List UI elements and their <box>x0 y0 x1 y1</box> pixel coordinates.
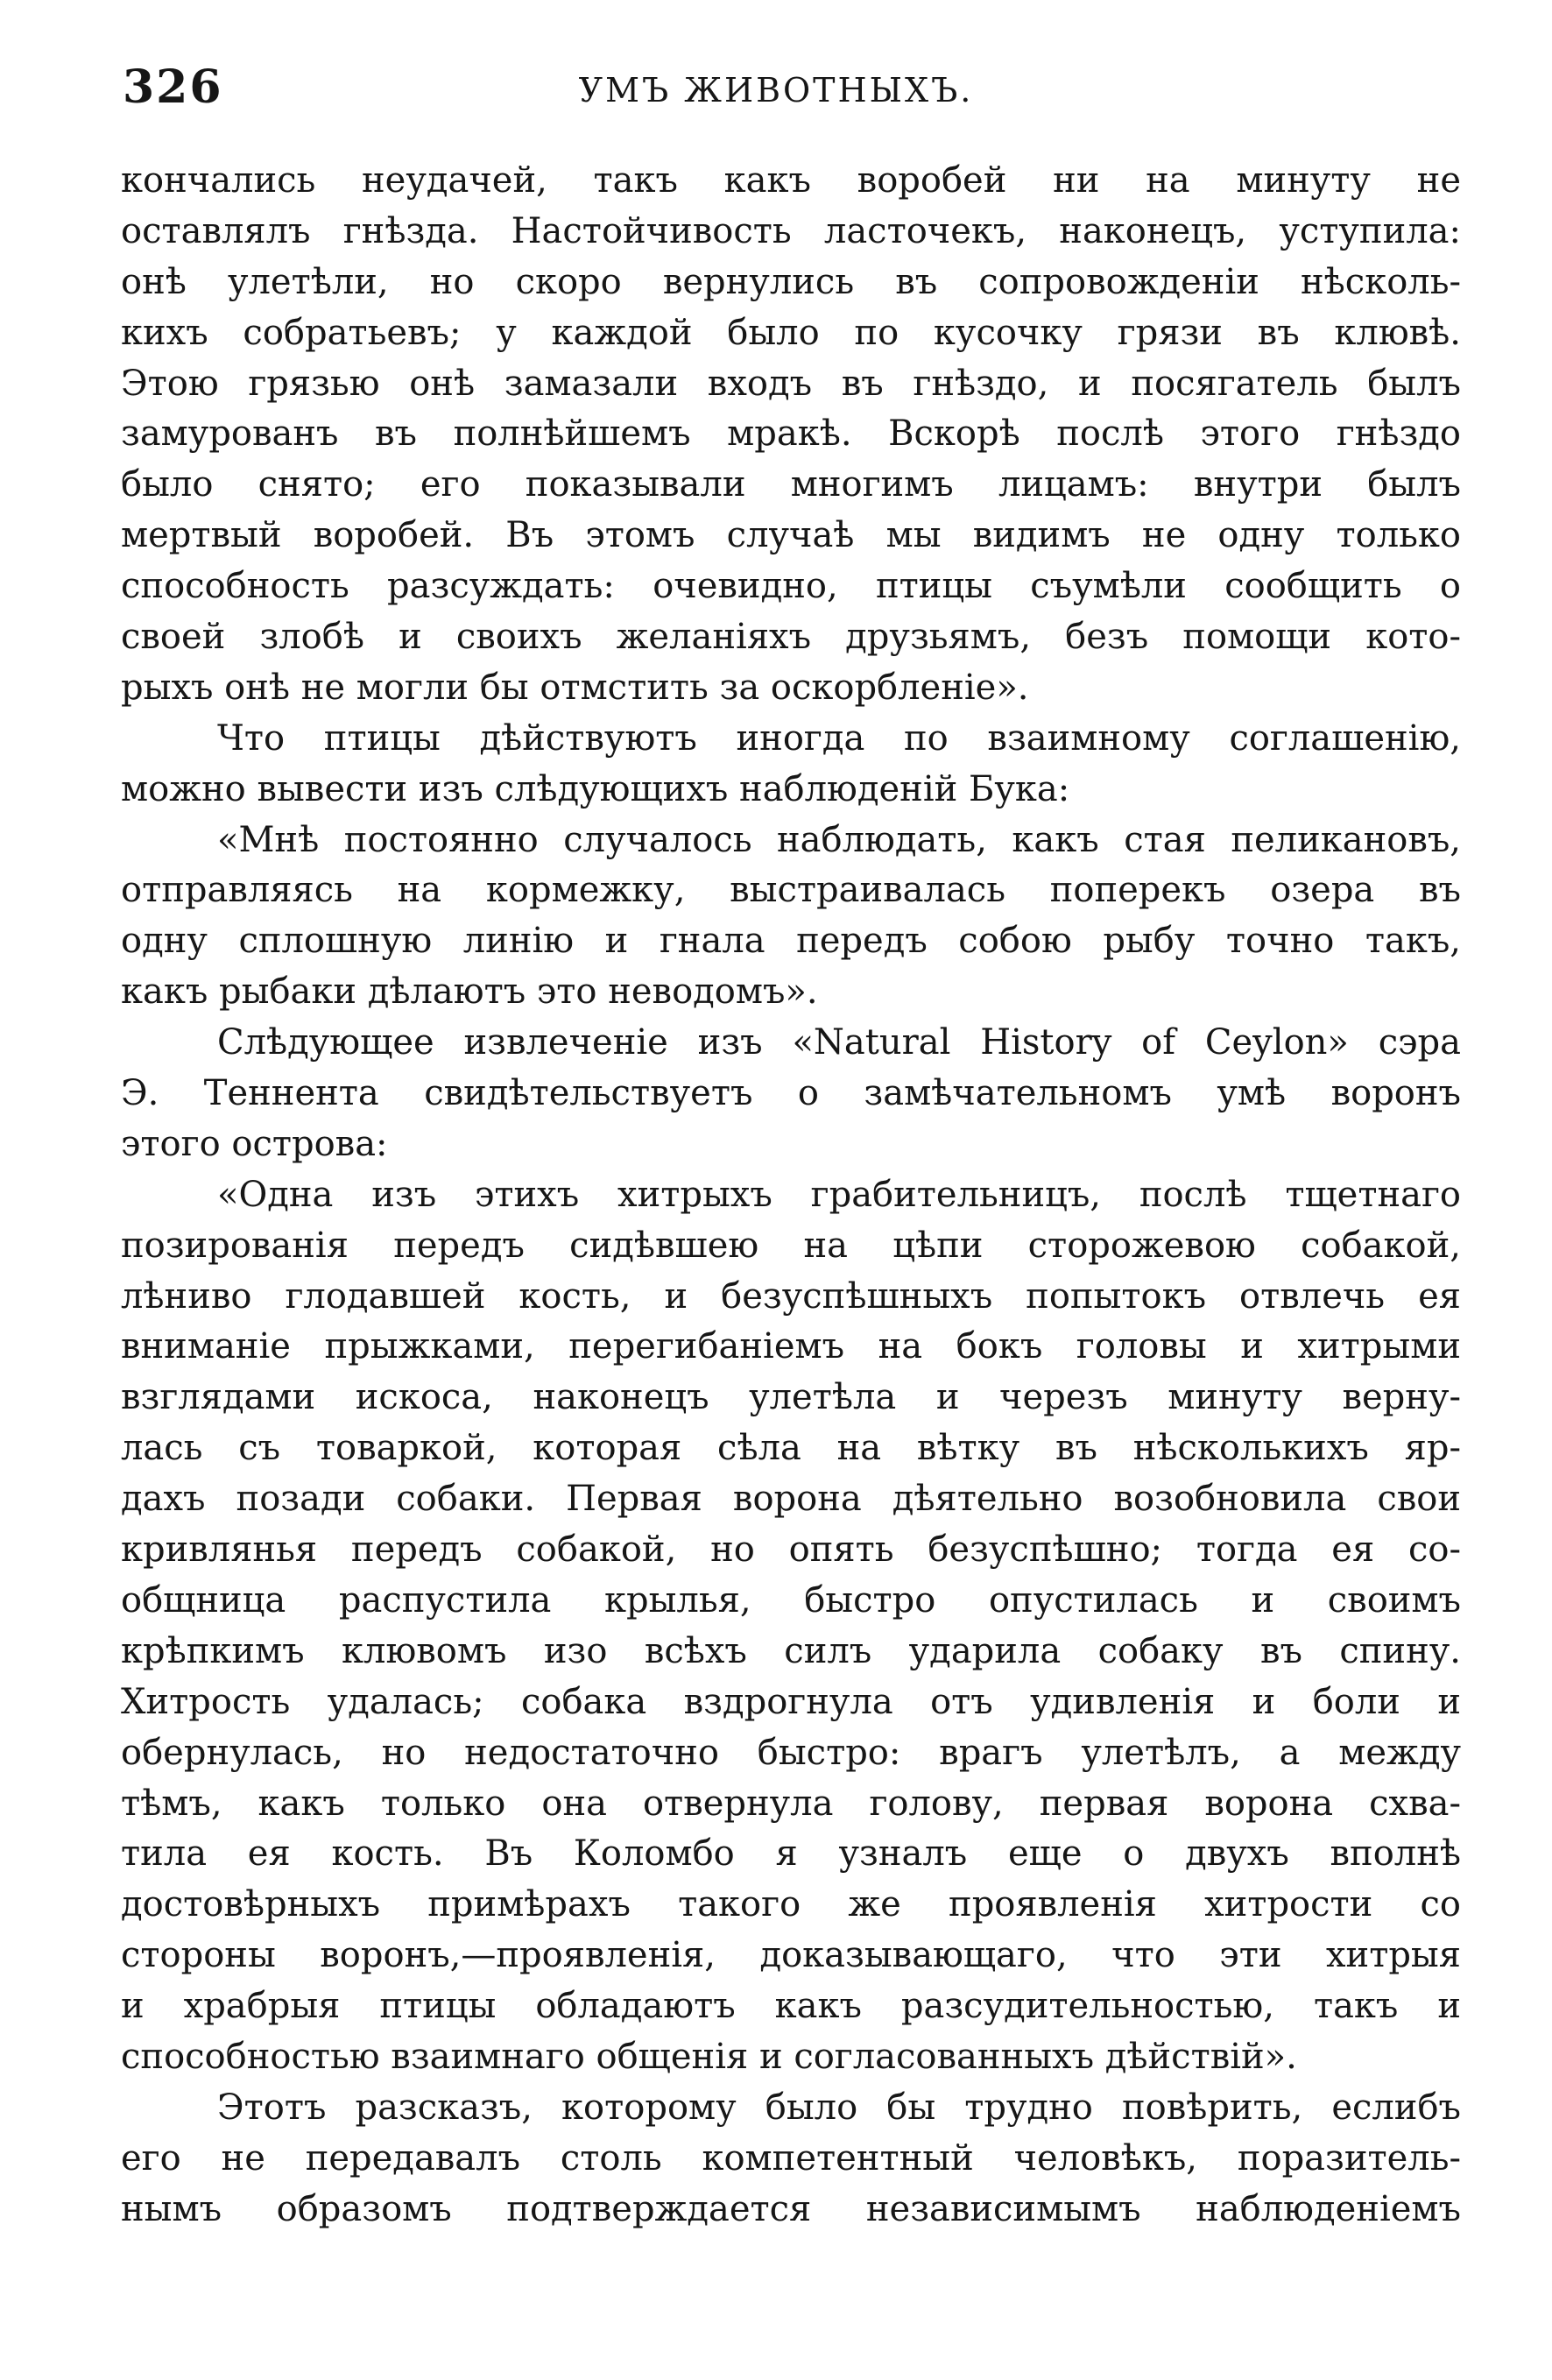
running-head: УМЪ ЖИВОТНЫХЪ. <box>578 71 974 109</box>
text-line: Этотъ разсказъ, которому было бы трудно повѣрить, еслибъ <box>217 2087 1461 2128</box>
text-line: стороны воронъ,—проявленія, доказывающаго, что эти хитрыя <box>121 1935 1461 1976</box>
text-line: кихъ собратьевъ; у каждой было по кусочку грязи въ клювѣ. <box>121 312 1461 353</box>
text-line: достовѣрныхъ примѣрахъ такого же проявленія хитрости со <box>121 1884 1461 1925</box>
text-line: кривлянья передъ собакой, но опять безуспѣшно; тогда ея со- <box>121 1529 1461 1571</box>
text-line: лась съ товаркой, которая сѣла на вѣтку въ нѣсколькихъ яр- <box>121 1428 1461 1469</box>
text-line: и храбрыя птицы обладаютъ какъ разсудительностью, такъ и <box>121 1986 1461 2027</box>
text-line: этого острова: <box>121 1123 388 1164</box>
text-line: способностью взаимнаго общенія и согласованныхъ дѣйствій». <box>121 2036 1297 2077</box>
text-line: одну сплошную линію и гнала передъ собою рыбу точно такъ, <box>121 921 1461 962</box>
text-line: общница распустила крылья, быстро опустилась и своимъ <box>121 1579 1461 1621</box>
text-line: было снято; его показывали многимъ лицамъ: внутри былъ <box>121 464 1461 505</box>
text-line: позированія передъ сидѣвшею на цѣпи сторожевою собакой, <box>121 1225 1461 1266</box>
text-line: лѣниво глодавшей кость, и безуспѣшныхъ попытокъ отвлечь ея <box>121 1275 1461 1317</box>
text-line: тила ея кость. Въ Коломбо я узналъ еще о двухъ вполнѣ <box>121 1833 1461 1875</box>
text-line: Слѣдующее извлеченіе изъ «Natural History of Ceylon» сэра <box>217 1022 1461 1063</box>
text-line: «Одна изъ этихъ хитрыхъ грабительницъ, послѣ тщетнаго <box>217 1174 1461 1215</box>
text-line: тѣмъ, какъ только она отвернула голову, первая ворона схва- <box>121 1783 1461 1824</box>
text-line: обернулась, но недостаточно быстро: врагъ улетѣлъ, а между <box>121 1732 1461 1773</box>
text-line: взглядами искоса, наконецъ улетѣла и черезъ минуту верну- <box>121 1377 1461 1418</box>
text-line: кончались неудачей, такъ какъ воробей ни на минуту не <box>121 160 1461 201</box>
page-number: 326 <box>123 60 223 114</box>
text-line: Что птицы дѣйствуютъ иногда по взаимному соглашенію, <box>217 717 1461 759</box>
text-line: вниманіе прыжками, перегибаніемъ на бокъ головы и хитрыми <box>121 1326 1461 1367</box>
text-line: рыхъ онѣ не могли бы отмстить за оскорбленіе». <box>121 667 1029 708</box>
text-line: можно вывести изъ слѣдующихъ наблюденій Бука: <box>121 768 1070 809</box>
text-line: Этою грязью онѣ замазали входъ въ гнѣздо, и посягатель былъ <box>121 363 1461 404</box>
text-line: нымъ образомъ подтверждается независимымъ наблюденіемъ <box>121 2188 1461 2229</box>
text-line: своей злобѣ и своихъ желаніяхъ друзьямъ, безъ помощи кото- <box>121 617 1461 658</box>
text-line: его не передавалъ столь компетентный человѣкъ, поразитель- <box>121 2137 1461 2179</box>
text-line: замурованъ въ полнѣйшемъ мракѣ. Вскорѣ послѣ этого гнѣздо <box>121 413 1461 455</box>
text-line: мертвый воробей. Въ этомъ случаѣ мы видимъ не одну только <box>121 515 1461 556</box>
text-line: способность разсуждать: очевидно, птицы съумѣли сообщить о <box>121 566 1461 607</box>
body-text <box>121 156 1461 2235</box>
text-line: какъ рыбаки дѣлаютъ это неводомъ». <box>121 971 818 1013</box>
text-line: онѣ улетѣли, но скоро вернулись въ сопровожденіи нѣсколь- <box>121 261 1461 302</box>
text-line: Хитрость удалась; собака вздрогнула отъ удивленія и боли и <box>121 1681 1461 1722</box>
text-line: «Мнѣ постоянно случалось наблюдать, какъ стая пеликановъ, <box>217 819 1461 860</box>
text-line: дахъ позади собаки. Первая ворона дѣятельно возобновила свои <box>121 1479 1461 1520</box>
text-line: отправляясь на кормежку, выстраивалась поперекъ озера въ <box>121 870 1461 911</box>
text-line: крѣпкимъ клювомъ изо всѣхъ силъ ударила собаку въ спину. <box>121 1630 1461 1671</box>
text-line: оставлялъ гнѣзда. Настойчивость ласточекъ, наконецъ, уступила: <box>121 210 1461 251</box>
text-line: Э. Теннента свидѣтельствуетъ о замѣчательномъ умѣ воронъ <box>121 1073 1461 1114</box>
